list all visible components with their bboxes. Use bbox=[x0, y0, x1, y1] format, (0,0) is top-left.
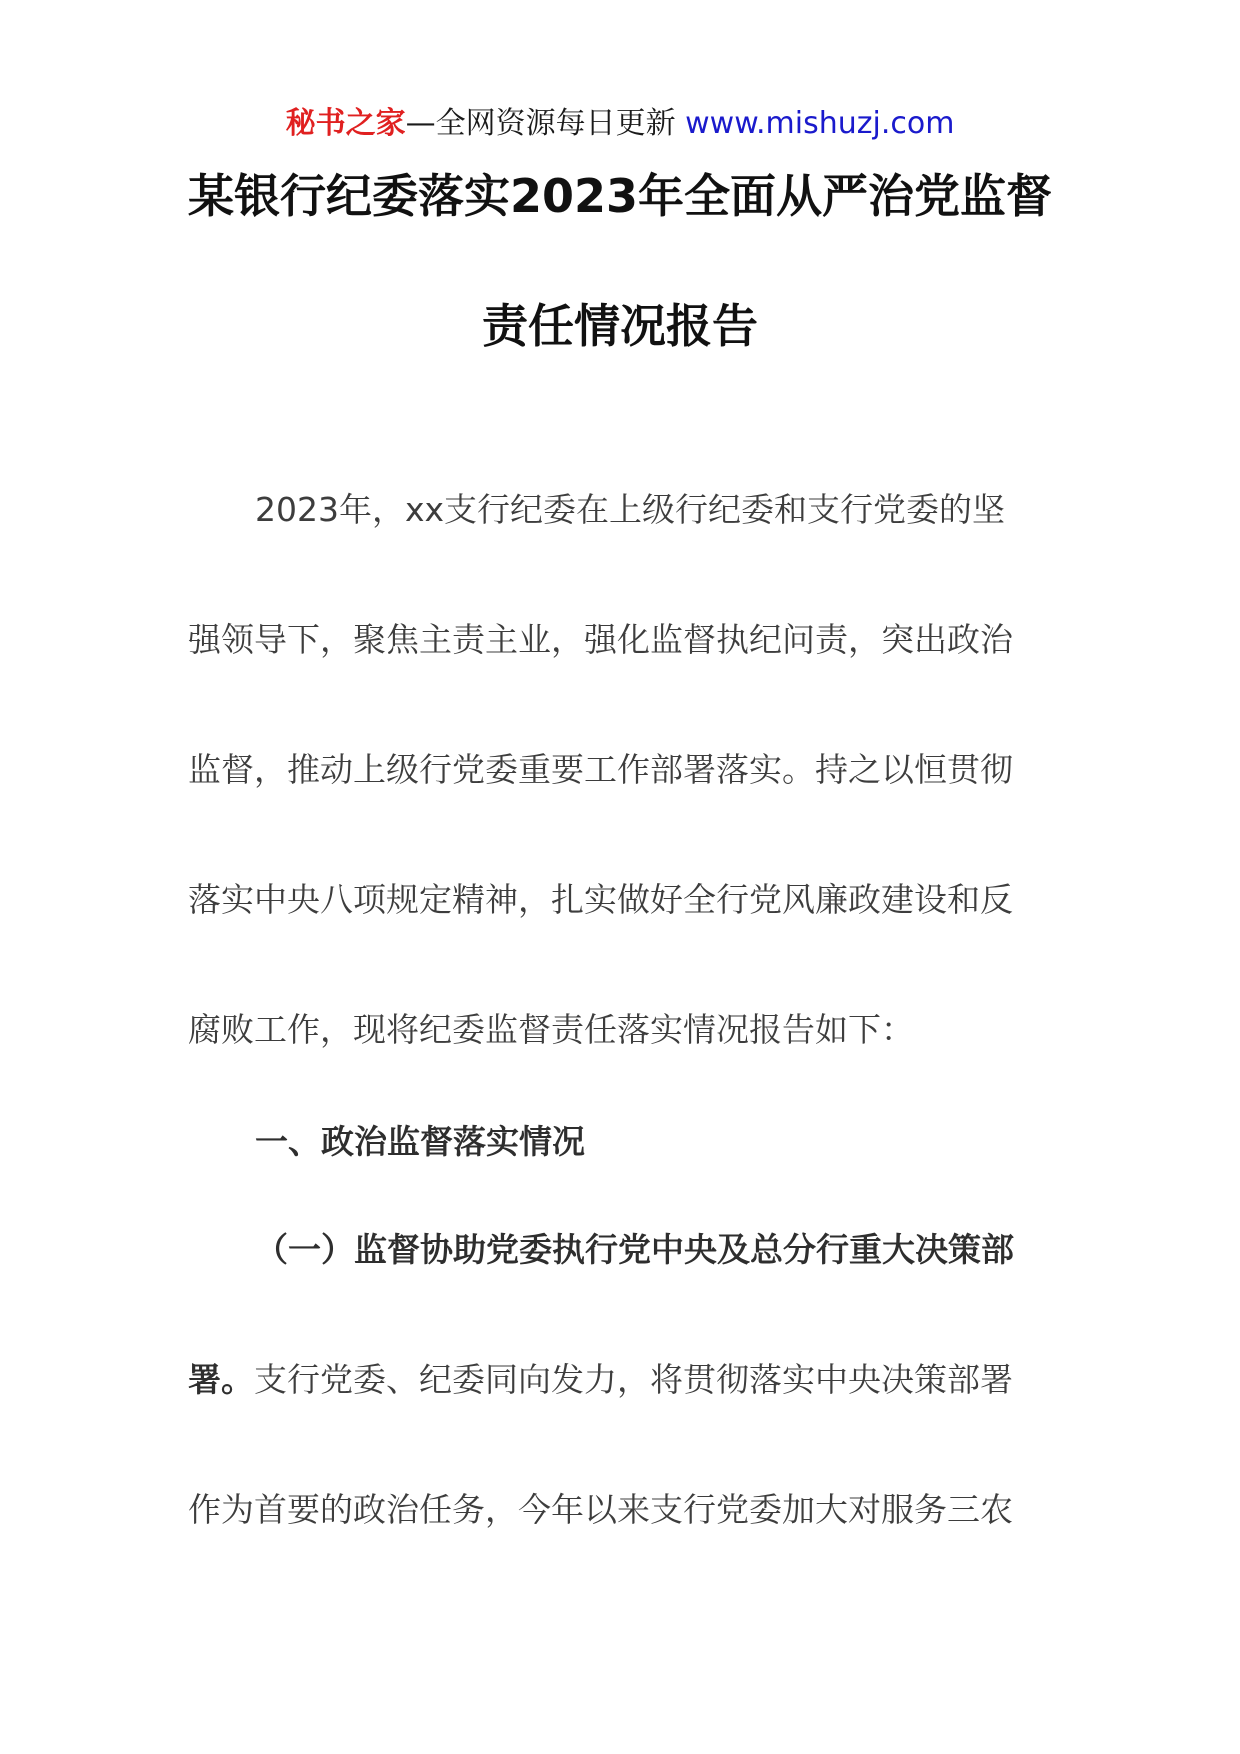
paragraph-line: 腐败工作，现将纪委监督责任落实情况报告如下： bbox=[188, 1010, 914, 1049]
paragraph-line: 2023年，xx支行纪委在上级行纪委和支行党委的坚 bbox=[255, 490, 1006, 529]
site-slogan: —全网资源每日更新 bbox=[405, 106, 676, 141]
paragraph-line: 强领导下，聚焦主责主业，强化监督执纪问责，突出政治 bbox=[188, 620, 1013, 659]
site-url[interactable]: www.mishuzj.com bbox=[685, 106, 955, 141]
document-title-line-2: 责任情况报告 bbox=[482, 299, 758, 353]
paragraph-line: 作为首要的政治任务，今年以来支行党委加大对服务三农 bbox=[188, 1490, 1013, 1529]
section-heading-1: 一、政治监督落实情况 bbox=[255, 1122, 585, 1161]
site-brand: 秘书之家 bbox=[285, 106, 406, 141]
paragraph-line: 落实中央八项规定精神，扎实做好全行党风廉政建设和反 bbox=[188, 880, 1013, 919]
subsection-heading-1: （一）监督协助党委执行党中央及总分行重大决策部 bbox=[255, 1230, 1014, 1269]
document-title-line-1: 某银行纪委落实2023年全面从严治党监督 bbox=[187, 169, 1053, 223]
paragraph-line bbox=[188, 1358, 1013, 1402]
paragraph-line-text: 支行党委、纪委同向发力，将贯彻落实中央决策部署 bbox=[254, 1360, 1013, 1399]
site-header bbox=[0, 100, 1240, 148]
subsection-heading-1-end: 署。 bbox=[188, 1360, 254, 1399]
paragraph-line: 监督，推动上级行党委重要工作部署落实。持之以恒贯彻 bbox=[188, 750, 1013, 789]
